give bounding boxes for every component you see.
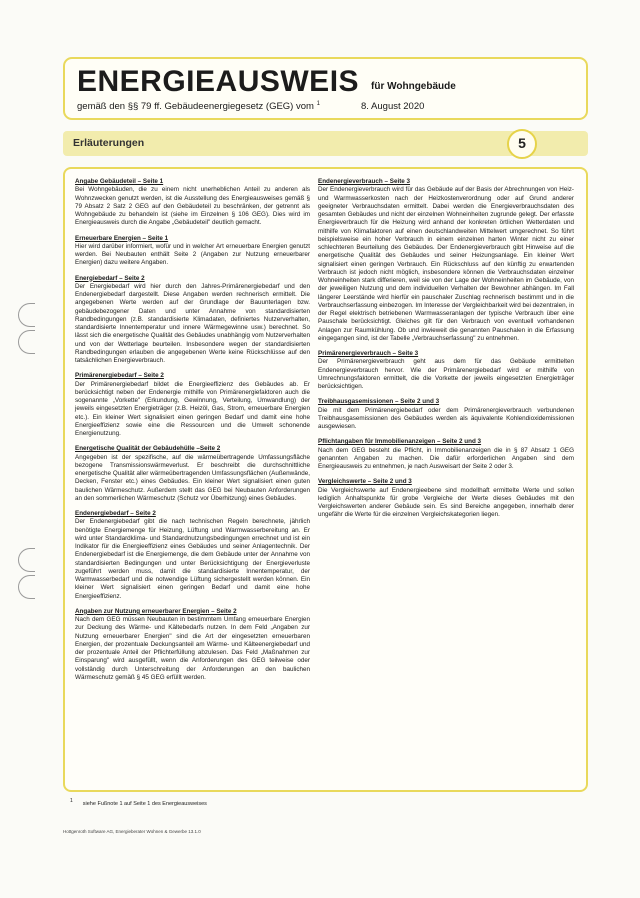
legal-basis-text: gemäß den §§ 79 ff. Gebäudeenergiegesetz (GEG) vom <box>77 101 314 113</box>
section-heading: Treibhausgasemissionen – Seite 2 und 3 <box>318 398 440 406</box>
section-heading: Primärenergieverbrauch – Seite 3 <box>318 350 419 357</box>
section-heading: Angaben zur Nutzung erneuerbarer Energien – Seite 2 <box>75 607 237 615</box>
section-block <box>318 350 574 391</box>
software-footer: Hottgenroth Software AG, Energieberater Wohnen & Gewerbe 13.1.0 <box>63 829 201 834</box>
section-text: Die mit dem Primärenergiebedarf oder dem Primärenergieverbrauch verbundenen Treibhausgasemissionen des Gebäudes werden als äquivalente Kohlendioxidemissionen ausgewiesen. <box>318 406 574 430</box>
section-block <box>75 372 310 438</box>
section-heading: Endenergiebedarf – Seite 2 <box>75 510 156 517</box>
punch-hole-mark <box>18 303 35 327</box>
right-column <box>318 178 574 527</box>
footnote <box>70 798 207 807</box>
section-heading: Erneuerbare Energien – Seite 1 <box>75 234 169 242</box>
document-header <box>63 57 588 120</box>
section-heading: Endenergieverbrauch – Seite 3 <box>318 178 411 185</box>
footnote-marker: 1 <box>70 798 73 804</box>
section-text: Der Endenergiebedarf gibt die nach technischen Regeln berechnete, jährlich benötigte Energiemenge für Heizung, Lüftung und Warmwasserbereitung an. Er wird unter Standardklima- und Standardnutzungsbedingungen errechnet und ist ein Indikator für die Energieeffizienz eines Gebäudes und seiner Anlagentechnik. Der Endenergiebedarf ist die Energiemenge, die dem Gebäude unter der Annahme von standardisierten Bedingungen und unter Berücksichtigung der Energieverluste zugeführt werden muss, damit die standardisierte Innentemperatur, der Warmwasserbedarf und die notwendige Lüftung sichergestellt werden können. Ein kleiner Wert signalisiert einen geringen Bedarf und damit eine hohe Energieeffizienz. <box>75 518 310 600</box>
document-title: ENERGIEAUSWEIS <box>77 65 360 98</box>
section-text: Angegeben ist der spezifische, auf die wärmeübertragende Umfassungsfläche bezogene Transmissionswärmeverlust. Er beschreibt die durchschnittliche energetische Qualität aller wärmeübertragenden Umfassungsflächen (Außenwände, Decken, Fenster etc.) eines Gebäudes. Ein kleiner Wert signalisiert einen guten baulichen Wärmeschutz. Außerdem stellt das GEG bei Neubauten Anforderungen an den sommerlichen Wärmeschutz (Schutz vor Überhitzung) eines Gebäudes. <box>75 453 310 502</box>
section-block <box>318 438 574 471</box>
section-block <box>318 178 574 343</box>
section-heading: Pflichtangaben für Immobilienanzeigen – Seite 2 und 3 <box>318 438 482 446</box>
section-block <box>75 275 310 366</box>
section-heading: Energetische Qualität der Gebäudehülle –Seite 2 <box>75 445 221 453</box>
section-text: Nach dem GEG besteht die Pflicht, in Immobilienanzeigen die in § 87 Absatz 1 GEG genannten Angaben zu machen. Die dafür erforderlichen Angaben sind dem Energieausweis zu entnehmen, je nach Ausweisart der Seite 2 oder 3. <box>318 446 574 470</box>
section-block <box>75 510 310 601</box>
law-date: 8. August 2020 <box>361 101 425 112</box>
section-block <box>75 178 310 228</box>
section-heading: Energiebedarf – Seite 2 <box>75 274 145 282</box>
section-block <box>318 398 574 431</box>
section-heading: Primärenergiebedarf – Seite 2 <box>75 372 164 380</box>
section-text: Der Primärenergiebedarf bildet die Energieeffizienz des Gebäudes ab. Er berücksichtigt neben der Endenergie mithilfe von Primärenergiefaktoren auch die sogenannte „Vorkette" (Erkundung, Gewinnung, Verteilung, Umwandlung) der jeweils eingesetzten Energieträger (z.B. Heizöl, Gas, Strom, erneuerbare Energien etc.). Ein kleiner Wert signalisiert einen geringen Bedarf und damit eine hohe Energieeffizienz sowie eine die Ressourcen und die Umwelt schonende Energienutzung. <box>75 380 310 437</box>
punch-hole-mark <box>18 330 35 354</box>
section-heading: Angabe Gebäudeteil – Seite 1 <box>75 178 164 185</box>
punch-hole-mark <box>18 575 35 599</box>
footnote-text: siehe Fußnote 1 auf Seite 1 des Energieausweises <box>82 800 207 807</box>
section-title: Erläuterungen <box>73 137 145 149</box>
section-text: Der Endenergieverbrauch wird für das Gebäude auf der Basis der Abrechnungen von Heiz- und Warmwasserkosten nach der Heizkostenverordnung oder auf Grund anderer geeigneter Verbrauchsdaten ermittelt. Dabei werden die Energieverbrauchsdaten des gesamten Gebäudes und nicht der einzelnen Wohneinheiten zugrunde gelegt. Der erfasste Energieverbrauch für die Heizung wird anhand der konkreten örtlichen Wetterdaten und mithilfe von Klimafaktoren auf einen deutschlandweiten Mittelwert umgerechnet. So führt beispielsweise ein hoher Verbrauch in einem einzelnen harten Winter nicht zu einer schlechteren Beurteilung des Gebäudes. Der Endenergieverbrauch gibt Hinweise auf die energetische Qualität des Gebäudes und seiner Heizungsanlage. Ein kleiner Wert signalisiert einen geringen Verbrauch. Ein Rückschluss auf den künftig zu erwartenden Verbrauch ist jedoch nicht möglich, insbesondere können die Verbrauchsdaten einzelner Wohneinheiten stark differieren, weil sie von der Lage der Wohneinheiten im Gebäude, von der jeweiligen Nutzung und dem individuellen Verhalten der Bewohner abhängen. Im Fall längerer Leerstände wird hierfür ein pauschaler Zuschlag rechnerisch bestimmt und in die Verbrauchserfassung einbezogen. Im Interesse der Vergleichbarkeit wird bei dezentralen, in der Regel elektrisch betriebenen Warmwasseranlagen der typische Verbrauch über eine Pauschale berücksichtigt. Gleiches gilt für den Verbrauch von eventuell vorhandenen Anlagen zur Raumkühlung. Ob und inwieweit die genannten Pauschalen in die Erfassung eingegangen sind, ist der Tabelle „Verbrauchserfassung" zu entnehmen. <box>318 186 574 342</box>
section-block <box>75 608 310 682</box>
page-number-badge: 5 <box>507 129 537 159</box>
section-text: Der Energiebedarf wird hier durch den Jahres-Primärenergiebedarf und den Endenergiebedarf dargestellt. Diese Angaben werden rechnerisch ermittelt. Die angegebenen Werte werden auf der Grundlage der Bauunterlagen bzw. gebäudebezogener Daten und unter Annahme von standardisierten Randbedingungen (z.B. standardisierte Klimadaten, definiertes Nutzerverhalten, standardisierte Innentemperatur und innere Wärmegewinne usw.) berechnet. So lässt sich die energetische Qualität des Gebäudes unabhängig vom Nutzerverhalten und von der Wetterlage beurteilen. Insbesondere wegen der standardisierten Randbedingungen erlauben die angegebenen Werte keine Rückschlüsse auf den tatsächlichen Energieverbrauch. <box>75 282 310 364</box>
section-text: Der Primärenergieverbrauch geht aus dem für das Gebäude ermittelten Endenergieverbrauch hervor. Wie der Primärenergiebedarf wird er mithilfe von Umrechnungsfaktoren ermittelt, die die Vorkette der jeweils eingesetzten Energieträger berücksichtigen. <box>318 358 574 390</box>
punch-hole-mark <box>18 548 35 572</box>
section-block <box>75 235 310 268</box>
footnote-reference: 1 <box>316 101 320 107</box>
document-subtitle: für Wohngebäude <box>371 81 456 92</box>
section-text: Die Vergleichswerte auf Endenergieebene sind modellhaft ermittelte Werte und sollen lediglich Anhaltspunkte für grobe Vergleiche der Werte dieses Gebäudes mit den Vergleichswerten anderer Gebäude sein. Es sind Bereiche angegeben, innerhalb derer ungefähr die Werte für die einzelnen Vergleichskategorien liegen. <box>318 486 574 519</box>
section-block <box>318 478 574 519</box>
section-heading: Vergleichswerte – Seite 2 und 3 <box>318 478 412 486</box>
left-column <box>75 178 310 689</box>
section-block <box>75 445 310 503</box>
section-text: Bei Wohngebäuden, die zu einem nicht unerheblichen Anteil zu anderen als Wohnzwecken genutzt werden, ist die Ausstellung des Energieausweises gemäß § 79 Absatz 2 Satz 2 GEG auf den Gebäudeteil zu beschränken, der getrennt als Wohngebäude zu behandeln ist (siehe im Einzelnen § 106 GEG). Dies wird im Energieausweis durch die Angabe „Gebäudeteil" deutlich gemacht. <box>75 186 310 227</box>
legal-basis <box>77 101 320 112</box>
section-text: Nach dem GEG müssen Neubauten in bestimmtem Umfang erneuerbare Energien zur Deckung des Wärme- und Kältebedarfs nutzen. In dem Feld „Angaben zur Nutzung erneuerbarer Energien" sind die Art der eingesetzten erneuerbaren Energien, der prozentuale Deckungsanteil am Wärme- und Kälteenergiebedarf und der prozentuale Anteil der Pflichterfüllung abzulesen. Das Feld „Maßnahmen zur Einsparung" wird ausgefüllt, wenn die Anforderungen des GEG teilweise oder vollständig durch Unterschreitung der Anforderungen an den baulichen Wärmeschutz gemäß § 45 GEG erfüllt werden. <box>75 616 310 681</box>
section-text: Hier wird darüber informiert, wofür und in welcher Art erneuerbare Energien genutzt werden. Bei Neubauten enthält Seite 2 (Angaben zur Nutzung erneuerbarer Energien) dazu weitere Angaben. <box>75 242 310 267</box>
